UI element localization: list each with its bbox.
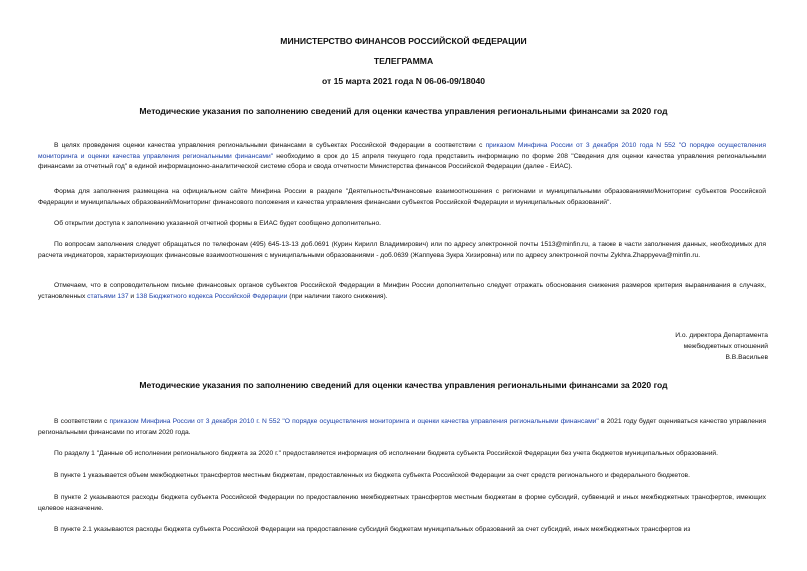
text-run: и	[128, 292, 137, 300]
text-run: В целях проведения оценки качества управления региональными финансами в субъектах Российской Федерации в соответствии с	[54, 142, 486, 149]
appendix-title: Методические указания по заполнению сведений для оценки качества управления региональными финансами за 2020 год	[139, 380, 668, 390]
ministry-heading: МИНИСТЕРСТВО ФИНАНСОВ РОССИЙСКОЙ ФЕДЕРАЦИИ	[280, 36, 527, 46]
order-552-appendix-link[interactable]: приказом Минфина России от 3 декабря 2010 г. N 552 "О порядке осуществления мониторинга и оценки качества управления региональными финансами"	[109, 418, 599, 425]
telegram-paragraph-5	[38, 281, 766, 302]
budget-code-138-link[interactable]: 138 Бюджетного кодекса Российской Федерации	[136, 292, 288, 300]
article-137-link[interactable]: статьями 137	[87, 292, 129, 300]
text-run: необходимо в срок до 15 апреля текущего года представить информацию по форме 208 "Сведения для оценки качества управления региональными финансами за отчетный год" в единой информационно-аналитической системе сбора и свода отчетности Министерства финансов Российской Федерации (далее - ЕИАС).	[38, 152, 766, 171]
order-552-link[interactable]: приказом Минфина России от 3 декабря 2010 года N 552 "О порядке осуществления мониторинга и оценки качества управления региональными финансами"	[38, 142, 766, 160]
document-date-number: от 15 марта 2021 года N 06-06-09/18040	[321, 76, 486, 86]
signature-name: В.В.Васильев	[725, 354, 768, 361]
signature-position: И.о. директора Департамента	[675, 332, 768, 339]
text-run: (при наличии такого снижения).	[287, 292, 388, 300]
appendix-paragraph-4: В пункте 2 указываются расходы бюджета субъекта Российской Федерации по предоставлению межбюджетных трансфертов местным бюджетам в форме субсидий, субвенций и иных межбюджетных трансфертов, имеющих целевое назначение.	[38, 494, 766, 512]
signature-department: межбюджетных отношений	[683, 343, 768, 350]
text-run: Отмечаем, что в сопроводительном письме финансовых органов субъектов Российской Федерации в Минфин России дополнительно следует отражать обоснования снижения размеров критерия выравнивания в случаях, установленных	[38, 282, 766, 300]
telegram-paragraph-4: По вопросам заполнения следует обращаться по телефонам (495) 645-13-13 доб.0691 (Курин Кирилл Владимирович) или по адресу электронной почты 1513@minfin.ru, а также в части заполнения данных, необходимых для расчета индикаторов, характеризующих финансовые взаимоотношения с муниципальными образованиями - доб.0639 (Жаппуева Зукра Хизировна) или по адресу электронной почты Zykhra.Zhappyeva@minfin.ru.	[38, 241, 766, 259]
telegram-paragraph-2: Форма для заполнения размещена на официальном сайте Минфина России в разделе "Деятельность/Финансовые взаимоотношения с регионами и муниципальными образованиями/Мониторинг субъектов Российской Федерации и муниципальных образований/Мониторинг финансового положения и качества управления финансами субъектов Российской Федерации и муниципальных образований".	[38, 188, 766, 206]
text-run: в 2021 году будет оцениваться качество управления региональными финансами по итогам 2020 года.	[38, 418, 766, 436]
telegram-paragraph-3: Об открытии доступа к заполнению указанной отчетной формы в ЕИАС будет сообщено дополнительно.	[54, 220, 382, 227]
appendix-paragraph-2: По разделу 1 "Данные об исполнении регионального бюджета за 2020 г." предоставляется информация об исполнении бюджета субъекта Российской Федерации без учета бюджетов муниципальных образований.	[54, 450, 719, 457]
appendix-paragraph-3: В пункте 1 указывается объем межбюджетных трансфертов местным бюджетам, предоставленных из бюджета субъекта Российской Федерации за счет средств регионального и федерального бюджетов.	[54, 472, 690, 479]
appendix-paragraph-5: В пункте 2.1 указываются расходы бюджета субъекта Российской Федерации на предоставление субсидий бюджетам муниципальных образований за счет субсидий, иных межбюджетных трансфертов из	[54, 526, 691, 533]
document-type: ТЕЛЕГРАММА	[373, 56, 434, 66]
document-title: Методические указания по заполнению сведений для оценки качества управления региональными финансами за 2020 год	[139, 106, 668, 116]
appendix-paragraph-1	[38, 417, 766, 438]
telegram-paragraph-1	[38, 141, 766, 173]
text-run: В соответствии с	[54, 418, 110, 425]
